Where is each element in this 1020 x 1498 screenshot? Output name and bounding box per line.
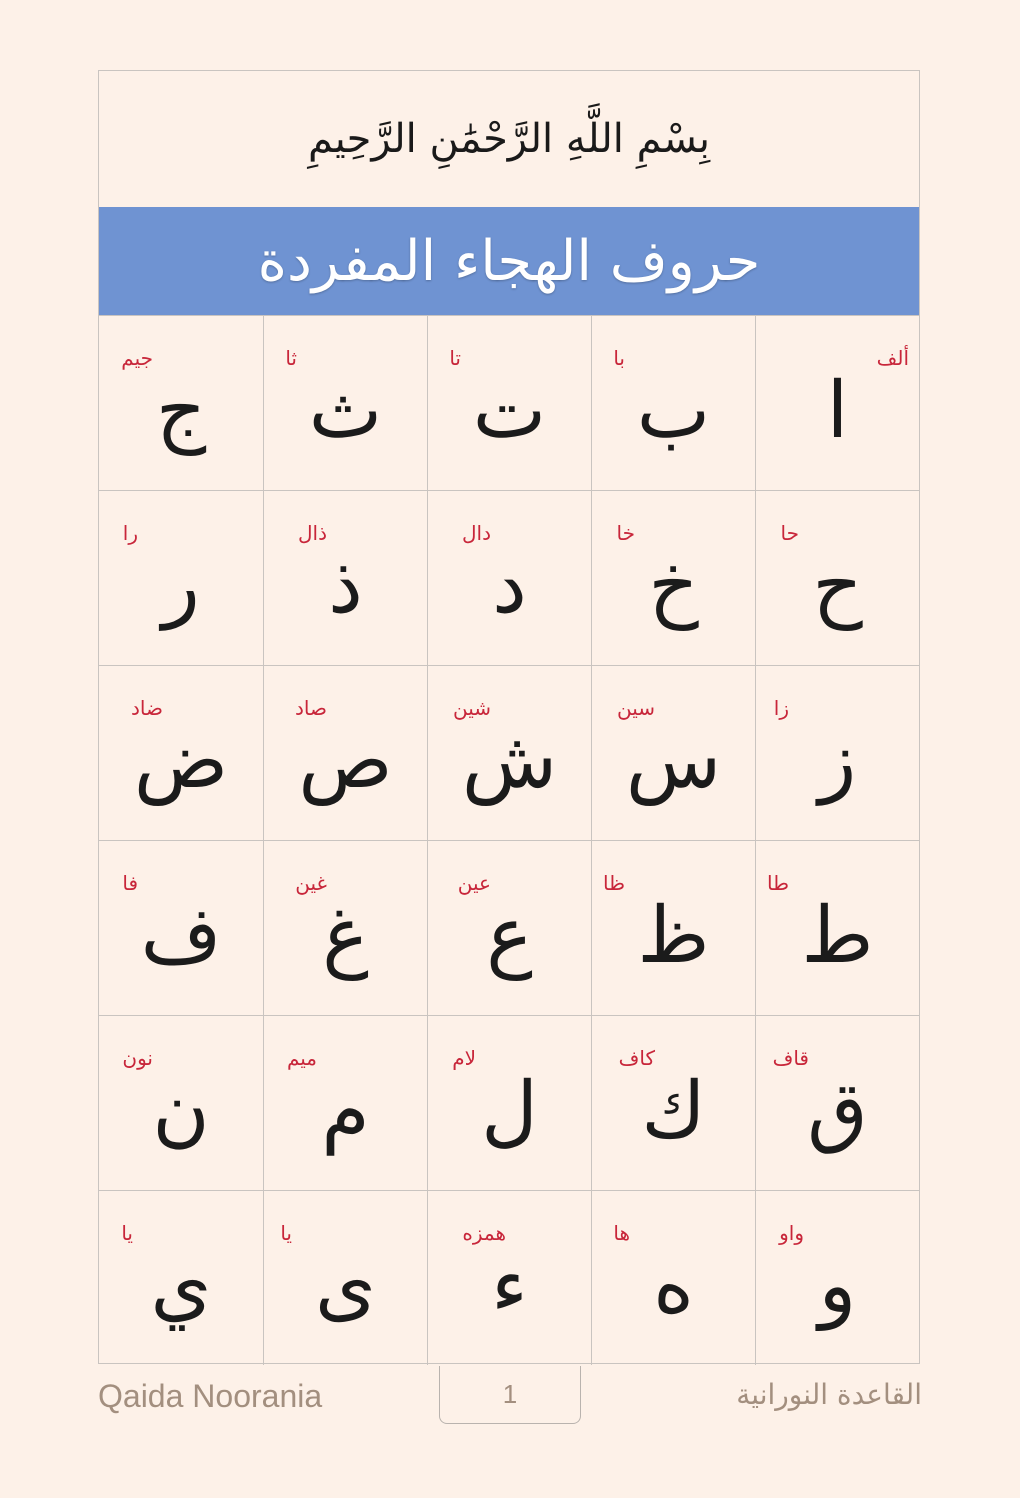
letter-cell [591,1190,755,1365]
letter-glyph: ض [133,716,229,806]
letter-cell [99,1190,263,1365]
letter-cell [755,665,919,840]
page-frame [98,70,920,1364]
letter-glyph: ر [162,541,200,631]
letter-cell [99,490,263,665]
letter-cell [755,1015,919,1190]
letter-cell [427,840,591,1015]
letter-name: قاف [772,1046,809,1070]
letter-glyph: ح [812,541,863,631]
letter-glyph: ز [818,716,857,806]
letter-glyph: ى [314,1241,377,1331]
letter-glyph: ش [461,716,558,806]
letter-glyph: ا [826,366,849,456]
letter-name: ميم [286,1046,317,1070]
letter-cell [427,665,591,840]
letter-glyph: ف [140,891,222,981]
footer-title-arabic: القاعدة النورانية [736,1378,922,1411]
letter-cell [99,315,263,490]
letter-glyph: ه [653,1241,694,1331]
letter-name: صاد [295,696,327,720]
letter-glyph: ق [807,1066,868,1156]
letter-name: لام [452,1046,476,1070]
letter-name: فا [122,871,138,895]
letter-glyph: ء [491,1241,528,1331]
letter-cell [99,840,263,1015]
letter-glyph: ل [481,1066,538,1156]
letter-cell [427,315,591,490]
letter-glyph: ب [636,366,711,456]
letter-cell [755,490,919,665]
letter-cell [263,1015,427,1190]
letter-name: زا [773,696,789,720]
letter-name: جيم [121,346,153,370]
letter-name: غين [295,871,327,895]
page-number: 1 [439,1366,581,1424]
footer-title-english: Qaida Noorania [98,1378,323,1414]
letter-cell [99,1015,263,1190]
letter-name: يا [280,1221,292,1245]
letter-cell [591,315,755,490]
letter-name: طا [766,871,789,895]
letter-cell [591,1015,755,1190]
letter-glyph: غ [322,891,369,981]
letter-name: عين [457,871,491,895]
letter-cell [755,315,919,490]
letter-cell [427,490,591,665]
letter-cell [263,1190,427,1365]
letter-cell [755,840,919,1015]
letter-name: ذال [298,521,327,545]
letter-name: ضاد [131,696,163,720]
letter-glyph: ت [472,366,547,456]
letter-cell [591,490,755,665]
letter-cell [755,1190,919,1365]
letter-name: دال [462,521,491,545]
letter-name: خا [616,521,635,545]
letter-cell [263,665,427,840]
letter-name: ظا [602,871,625,895]
letter-cell [99,665,263,840]
letter-name: كاف [618,1046,655,1070]
letter-name: شين [452,696,491,720]
letter-name: را [122,521,138,545]
letter-name: حا [780,521,799,545]
basmala: بِسْمِ اللَّهِ الرَّحْمَٰنِ الرَّحِيمِ [307,116,711,162]
letter-glyph: ص [298,716,393,806]
letter-cell [263,840,427,1015]
letter-cell [427,1015,591,1190]
letter-name: ثا [285,346,297,370]
letter-glyph: و [818,1241,857,1331]
letters-grid [99,315,919,1365]
page-title: حروف الهجاء المفردة [99,207,919,315]
letter-name: همزه [462,1221,506,1245]
letter-glyph: ع [486,891,533,981]
letter-glyph: ن [152,1066,210,1156]
letter-glyph: ي [150,1241,212,1331]
letter-glyph: ك [641,1066,706,1156]
letter-glyph: ط [801,891,874,981]
letter-name: واو [779,1221,804,1245]
letter-name: تا [449,346,461,370]
letter-cell [263,315,427,490]
letter-cell [591,840,755,1015]
letter-cell [427,1190,591,1365]
letter-glyph: ث [308,366,383,456]
letter-glyph: ظ [637,891,710,981]
letter-cell [263,490,427,665]
letter-name: ألف [876,346,909,370]
letter-glyph: ذ [328,541,363,631]
letter-name: سين [616,696,655,720]
letter-name: نون [122,1046,153,1070]
letter-glyph: خ [648,541,699,631]
letter-name: ها [613,1221,630,1245]
letter-name: يا [121,1221,133,1245]
letter-cell [591,665,755,840]
letter-name: با [613,346,625,370]
letter-glyph: س [625,716,722,806]
letter-glyph: د [492,541,527,631]
letter-glyph: م [321,1066,370,1156]
letter-glyph: ج [155,366,207,456]
